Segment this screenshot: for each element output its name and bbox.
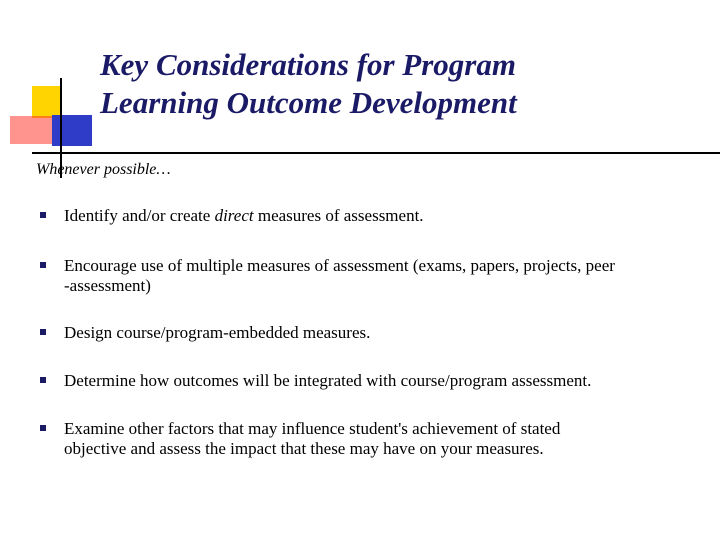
- bullet-2-line-2: -assessment): [64, 276, 151, 295]
- bullet-text-5: [64, 419, 714, 459]
- slide-title-line-2: Learning Outcome Development: [100, 85, 517, 120]
- square-bullet-icon: [40, 329, 46, 335]
- bullet-5-line-1: Examine other factors that may influence student's achievement of stated: [64, 419, 561, 438]
- intro-text: Whenever possible…: [36, 161, 171, 178]
- slide-title: [100, 46, 700, 122]
- square-bullet-icon: [40, 212, 46, 218]
- bullet-text-1: [64, 206, 714, 226]
- square-bullet-icon: [40, 262, 46, 268]
- decor-blue-square: [52, 115, 92, 146]
- bullet-1-emphasis: direct: [214, 206, 254, 225]
- bullet-1-text-after: measures of assessment.: [253, 206, 424, 225]
- slide-title-line-1: Key Considerations for Program: [100, 47, 516, 82]
- title-divider-line: [32, 152, 720, 154]
- decor-yellow-square: [32, 86, 62, 118]
- decor-red-square: [10, 116, 54, 144]
- bullet-1-text-before: Identify and/or create: [64, 206, 215, 225]
- bullet-text-2: [64, 256, 714, 296]
- bullet-text-3: Design course/program-embedded measures.: [64, 323, 371, 342]
- bullet-2-line-1: Encourage use of multiple measures of assessment (exams, papers, projects, peer: [64, 256, 615, 275]
- square-bullet-icon: [40, 425, 46, 431]
- square-bullet-icon: [40, 377, 46, 383]
- bullet-5-line-2: objective and assess the impact that these may have on your measures.: [64, 439, 544, 458]
- bullet-text-4: Determine how outcomes will be integrated with course/program assessment.: [64, 371, 592, 390]
